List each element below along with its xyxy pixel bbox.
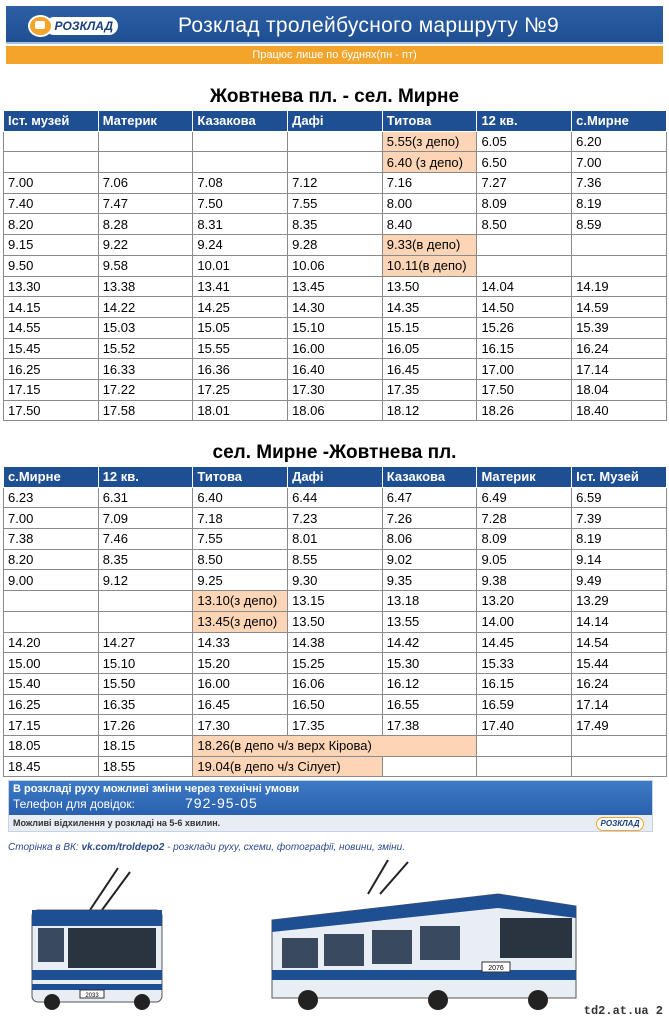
table-cell: 9.22: [98, 235, 193, 256]
table-cell: 8.00: [382, 193, 477, 214]
table-cell: [193, 152, 288, 173]
table-cell: 16.35: [98, 694, 193, 715]
table-cell: 13.29: [572, 591, 667, 612]
table-cell: 6.50: [477, 152, 572, 173]
table-cell: 16.06: [288, 673, 383, 694]
table-cell: 17.15: [4, 379, 99, 400]
table-cell: 17.50: [4, 400, 99, 421]
table-cell: 17.14: [572, 694, 667, 715]
schedule1-table: [3, 110, 667, 421]
table-row: [4, 152, 667, 173]
table-cell: 18.06: [288, 400, 383, 421]
table-cell: 6.05: [477, 131, 572, 152]
table-cell: 14.14: [572, 611, 667, 632]
table-cell: [477, 235, 572, 256]
table-cell: 18.26: [477, 400, 572, 421]
table-cell: [572, 235, 667, 256]
table-cell: 16.59: [477, 694, 572, 715]
table-row: [4, 653, 667, 674]
table-cell: 9.50: [4, 255, 99, 276]
table-cell: 9.33(в депо): [382, 235, 477, 256]
header-row: [4, 467, 667, 488]
table-row: [4, 735, 667, 756]
table-cell: 15.10: [288, 317, 383, 338]
table-cell: 7.00: [4, 173, 99, 194]
table-cell: 17.30: [288, 379, 383, 400]
schedule2-title: сел. Мирне -Жовтнева пл.: [212, 442, 457, 463]
table-cell: [477, 756, 572, 777]
table-cell: 17.22: [98, 379, 193, 400]
table-row: [4, 359, 667, 380]
table-cell: 9.35: [382, 570, 477, 591]
table-cell: 13.45(з депо): [193, 611, 288, 632]
table-cell: [4, 152, 99, 173]
table-cell: 16.25: [4, 359, 99, 380]
table-row: [4, 131, 667, 152]
table-cell: 6.40: [193, 487, 288, 508]
table-cell: 8.20: [4, 549, 99, 570]
table-cell: 17.26: [98, 715, 193, 736]
table-cell: 7.39: [572, 508, 667, 529]
watermark: td2.at.ua 2: [583, 1004, 663, 1018]
table-cell: 8.19: [572, 529, 667, 550]
table-row: [4, 549, 667, 570]
table-cell: 7.55: [288, 193, 383, 214]
table-cell: 7.27: [477, 173, 572, 194]
table-cell: [572, 255, 667, 276]
column-header: Материк: [98, 111, 193, 132]
phone-number: 792-95-05: [185, 795, 258, 811]
table-cell: 14.04: [477, 276, 572, 297]
table-cell: 8.35: [288, 214, 383, 235]
table-row: [4, 255, 667, 276]
table-cell: 9.58: [98, 255, 193, 276]
table-cell: 13.45: [288, 276, 383, 297]
table-cell: 14.55: [4, 317, 99, 338]
table-cell: 15.33: [477, 653, 572, 674]
table-cell: 14.27: [98, 632, 193, 653]
trolleybus-illustration-small: [22, 862, 172, 1012]
table-cell: 15.55: [193, 338, 288, 359]
table-cell: 10.01: [193, 255, 288, 276]
table-row: [4, 173, 667, 194]
table-cell: 15.45: [4, 338, 99, 359]
table-cell: 16.45: [193, 694, 288, 715]
table-cell: [288, 131, 383, 152]
column-header: Іст. музей: [4, 111, 99, 132]
column-header: Титова: [382, 111, 477, 132]
table-cell: 7.06: [98, 173, 193, 194]
logo: [28, 14, 118, 38]
table-cell: 6.31: [98, 487, 193, 508]
table-cell: 7.00: [572, 152, 667, 173]
table-cell: 16.12: [382, 673, 477, 694]
table-cell: 9.02: [382, 549, 477, 570]
vk-prefix: Сторінка в ВК:: [8, 842, 79, 853]
table-cell: 19.04(в депо ч/з Сілует): [193, 756, 382, 777]
table-cell: 14.25: [193, 297, 288, 318]
table-cell: 7.18: [193, 508, 288, 529]
table-row: [4, 276, 667, 297]
table-cell: [477, 735, 572, 756]
table-cell: 6.59: [572, 487, 667, 508]
table-cell: 8.09: [477, 193, 572, 214]
table-cell: 14.35: [382, 297, 477, 318]
table-cell: 6.49: [477, 487, 572, 508]
table-cell: [4, 611, 99, 632]
table-cell: 15.40: [4, 673, 99, 694]
schedule1-title: Жовтнева пл. - сел. Мирне: [209, 86, 460, 107]
table-cell: 13.20: [477, 591, 572, 612]
table-cell: 18.12: [382, 400, 477, 421]
table-cell: 13.18: [382, 591, 477, 612]
table-row: [4, 338, 667, 359]
column-header: Дафі: [288, 111, 383, 132]
table-cell: 13.10(з депо): [193, 591, 288, 612]
table-cell: 8.19: [572, 193, 667, 214]
table-cell: [98, 611, 193, 632]
table-cell: 15.26: [477, 317, 572, 338]
table-cell: 16.25: [4, 694, 99, 715]
table-cell: 16.45: [382, 359, 477, 380]
table-cell: 17.15: [4, 715, 99, 736]
table-cell: 13.55: [382, 611, 477, 632]
table-cell: 7.47: [98, 193, 193, 214]
table-row: [4, 379, 667, 400]
table-cell: 13.50: [288, 611, 383, 632]
header-row: [4, 111, 667, 132]
table-cell: 15.10: [98, 653, 193, 674]
table-cell: 10.11(в депо): [382, 255, 477, 276]
table-cell: 14.42: [382, 632, 477, 653]
table-cell: 10.06: [288, 255, 383, 276]
table-cell: 9.14: [572, 549, 667, 570]
table-cell: 15.03: [98, 317, 193, 338]
table-cell: 9.05: [477, 549, 572, 570]
table-cell: 16.15: [477, 338, 572, 359]
table-cell: [4, 131, 99, 152]
trolleybus-illustration-articulated: [268, 858, 588, 1018]
table-row: [4, 632, 667, 653]
table-row: [4, 214, 667, 235]
table-cell: [288, 152, 383, 173]
table-cell: 13.50: [382, 276, 477, 297]
table-cell: 8.55: [288, 549, 383, 570]
changes-notice: В розкладі руху можливі зміни через технічні умови: [13, 783, 300, 795]
table-cell: 15.05: [193, 317, 288, 338]
table-cell: 14.38: [288, 632, 383, 653]
table-cell: 15.00: [4, 653, 99, 674]
table-cell: 15.20: [193, 653, 288, 674]
table-row: [4, 297, 667, 318]
table-cell: 18.01: [193, 400, 288, 421]
table-row: [4, 235, 667, 256]
column-header: 12 кв.: [477, 111, 572, 132]
bus1-number: 2033: [85, 993, 99, 999]
table-cell: 8.20: [4, 214, 99, 235]
table-cell: [4, 591, 99, 612]
table-cell: 9.12: [98, 570, 193, 591]
table-cell: 17.25: [193, 379, 288, 400]
table-cell: 13.15: [288, 591, 383, 612]
table-cell: 8.59: [572, 214, 667, 235]
table-cell: 18.45: [4, 756, 99, 777]
table-cell: 17.49: [572, 715, 667, 736]
table-cell: [98, 591, 193, 612]
table-cell: 15.15: [382, 317, 477, 338]
logo-icon: [28, 15, 53, 37]
table-cell: 18.26(в депо ч/з верх Кірова): [193, 735, 477, 756]
table-cell: 6.23: [4, 487, 99, 508]
table-cell: [193, 131, 288, 152]
table-cell: 7.23: [288, 508, 383, 529]
table-cell: 9.25: [193, 570, 288, 591]
table-cell: 9.28: [288, 235, 383, 256]
deviation-note: Можливі відхилення у розкладі на 5-6 хвилин.: [13, 818, 221, 828]
table-row: [4, 193, 667, 214]
table-cell: 14.30: [288, 297, 383, 318]
table-cell: 18.15: [98, 735, 193, 756]
schedule2-table: [3, 466, 667, 777]
table-cell: 15.30: [382, 653, 477, 674]
column-header: Титова: [193, 467, 288, 488]
table-cell: 15.52: [98, 338, 193, 359]
table-cell: 18.05: [4, 735, 99, 756]
table-cell: 15.50: [98, 673, 193, 694]
table-cell: 16.00: [193, 673, 288, 694]
table-cell: 9.30: [288, 570, 383, 591]
table-cell: 16.36: [193, 359, 288, 380]
table-cell: 7.46: [98, 529, 193, 550]
table-cell: [98, 131, 193, 152]
table-cell: 14.54: [572, 632, 667, 653]
table-cell: 18.04: [572, 379, 667, 400]
table-cell: 17.38: [382, 715, 477, 736]
table-cell: [572, 735, 667, 756]
table-cell: 13.30: [4, 276, 99, 297]
table-cell: 6.47: [382, 487, 477, 508]
table-cell: 16.55: [382, 694, 477, 715]
table-cell: [477, 255, 572, 276]
table-cell: 17.35: [288, 715, 383, 736]
table-cell: 8.35: [98, 549, 193, 570]
table-cell: 13.38: [98, 276, 193, 297]
table-cell: 8.50: [477, 214, 572, 235]
table-cell: 16.33: [98, 359, 193, 380]
table-cell: [572, 756, 667, 777]
table-cell: 14.22: [98, 297, 193, 318]
table-cell: 7.40: [4, 193, 99, 214]
table-cell: 16.24: [572, 338, 667, 359]
table-cell: 16.50: [288, 694, 383, 715]
table-cell: 7.36: [572, 173, 667, 194]
table-cell: 5.55(з депо): [382, 131, 477, 152]
table-cell: 16.05: [382, 338, 477, 359]
table-cell: 7.55: [193, 529, 288, 550]
table-cell: 14.59: [572, 297, 667, 318]
table-cell: 14.50: [477, 297, 572, 318]
info-banner-top: [9, 781, 652, 815]
table-cell: 8.40: [382, 214, 477, 235]
table-cell: 9.00: [4, 570, 99, 591]
table-cell: 17.58: [98, 400, 193, 421]
table-cell: 6.44: [288, 487, 383, 508]
table-row: [4, 715, 667, 736]
table-row: [4, 529, 667, 550]
table-cell: 17.00: [477, 359, 572, 380]
table-cell: 9.38: [477, 570, 572, 591]
table-cell: 13.41: [193, 276, 288, 297]
table-cell: 7.26: [382, 508, 477, 529]
table-cell: 15.44: [572, 653, 667, 674]
table-cell: 8.06: [382, 529, 477, 550]
table-cell: 6.20: [572, 131, 667, 152]
table-cell: 7.38: [4, 529, 99, 550]
table-row: [4, 591, 667, 612]
logo-text: РОЗКЛАД: [45, 17, 118, 35]
table-cell: 6.40 (з депо): [382, 152, 477, 173]
table-cell: 17.50: [477, 379, 572, 400]
table-cell: 7.50: [193, 193, 288, 214]
table-cell: 14.19: [572, 276, 667, 297]
table-cell: 17.35: [382, 379, 477, 400]
table-row: [4, 508, 667, 529]
column-header: с.Мирне: [572, 111, 667, 132]
table-row: [4, 694, 667, 715]
banner-logo: РОЗКЛАД: [596, 817, 644, 831]
table-cell: 17.40: [477, 715, 572, 736]
table-row: [4, 317, 667, 338]
table-cell: [98, 152, 193, 173]
phone-label: Телефон для довідок:: [13, 797, 135, 811]
table-cell: 16.40: [288, 359, 383, 380]
table-cell: 7.16: [382, 173, 477, 194]
table-cell: 9.24: [193, 235, 288, 256]
column-header: Казакова: [382, 467, 477, 488]
table-cell: 14.00: [477, 611, 572, 632]
column-header: с.Мирне: [4, 467, 99, 488]
table-cell: 18.55: [98, 756, 193, 777]
table-cell: 7.09: [98, 508, 193, 529]
info-banner: [8, 780, 653, 832]
table-cell: 18.40: [572, 400, 667, 421]
page-title: Розклад тролейбусного маршруту №9: [178, 14, 559, 37]
vk-link[interactable]: vk.com/troldepo2: [81, 842, 165, 853]
table-cell: [382, 756, 477, 777]
table-cell: 14.33: [193, 632, 288, 653]
table-cell: 7.12: [288, 173, 383, 194]
column-header: 12 кв.: [98, 467, 193, 488]
table-cell: 7.08: [193, 173, 288, 194]
table-row: [4, 487, 667, 508]
table-cell: 16.15: [477, 673, 572, 694]
table-cell: 8.31: [193, 214, 288, 235]
column-header: Материк: [477, 467, 572, 488]
table-cell: 9.15: [4, 235, 99, 256]
column-header: Дафі: [288, 467, 383, 488]
table-cell: 15.39: [572, 317, 667, 338]
table-row: [4, 400, 667, 421]
vk-suffix: - розклади руху, схеми, фотографії, новини, зміни.: [167, 842, 405, 853]
operating-days-banner: Працює лише по буднях(пн - пт): [6, 46, 663, 64]
table-row: [4, 756, 667, 777]
table-cell: 14.15: [4, 297, 99, 318]
table-cell: 16.24: [572, 673, 667, 694]
table-cell: 17.30: [193, 715, 288, 736]
table-cell: 8.50: [193, 549, 288, 570]
table-row: [4, 673, 667, 694]
vk-line: [8, 842, 405, 853]
table-cell: 8.09: [477, 529, 572, 550]
table-row: [4, 611, 667, 632]
table-cell: 16.00: [288, 338, 383, 359]
column-header: Іст. Музей: [572, 467, 667, 488]
table-cell: 8.01: [288, 529, 383, 550]
table-cell: 9.49: [572, 570, 667, 591]
header-bar: [6, 6, 663, 44]
bus2-number: 2076: [488, 965, 504, 972]
table-cell: 7.28: [477, 508, 572, 529]
table-cell: 14.20: [4, 632, 99, 653]
table-cell: 14.45: [477, 632, 572, 653]
column-header: Казакова: [193, 111, 288, 132]
table-cell: 15.25: [288, 653, 383, 674]
table-row: [4, 570, 667, 591]
table-cell: 8.28: [98, 214, 193, 235]
table-cell: 7.00: [4, 508, 99, 529]
table-cell: 17.14: [572, 359, 667, 380]
